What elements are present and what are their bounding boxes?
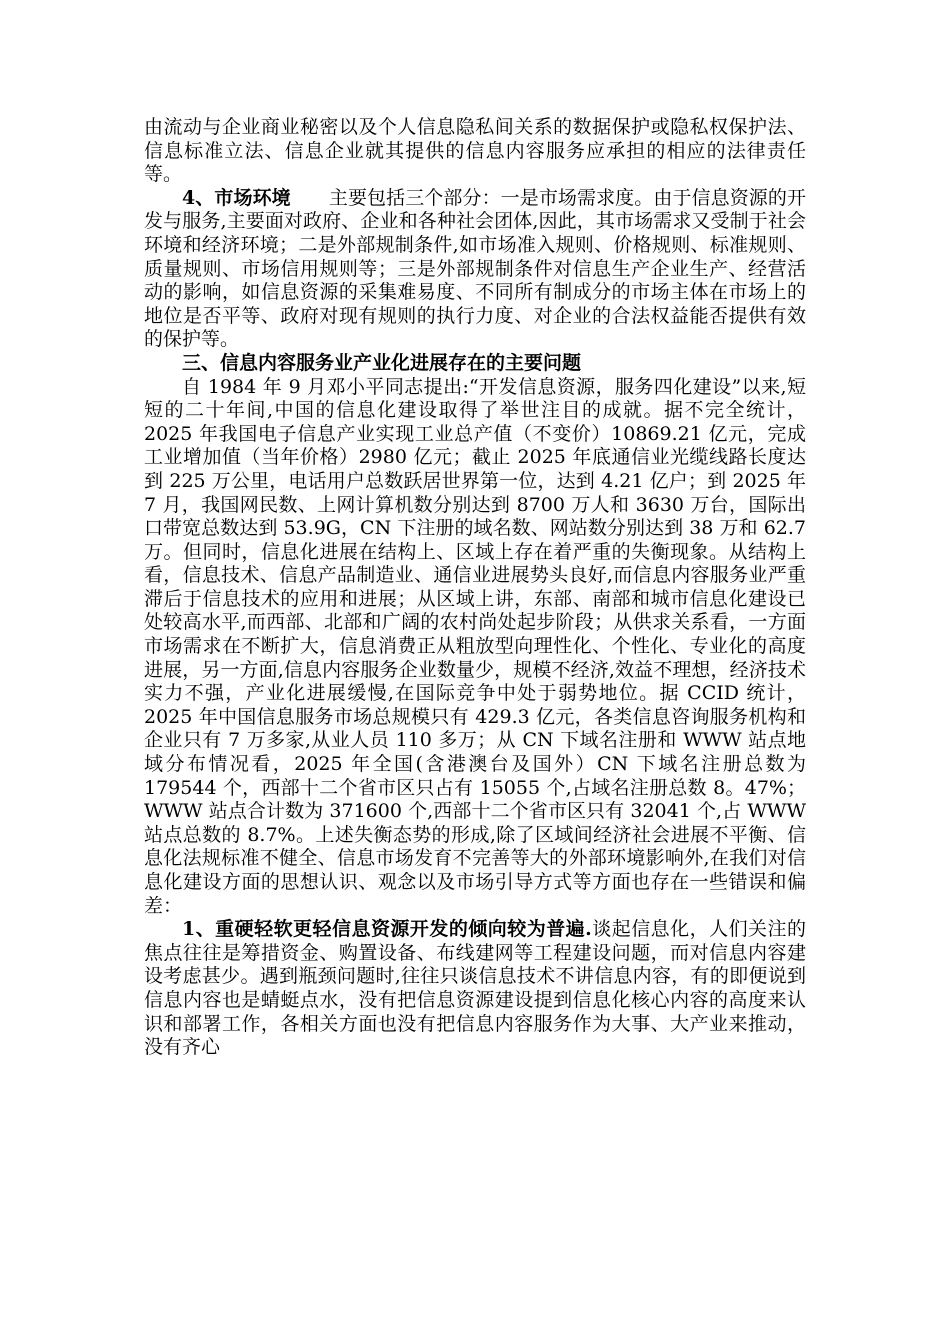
hardware-over-software-body: 谈起信息化，人们关注的焦点往往是筹措资金、购置设备、布线建网等工程建设问题，而对信息内容建设考虑甚少。遇到瓶颈问题时,往往只谈信息技术不讲信息内容，有的即便说到信息内容也是蜻蜓点水，没有把信息资源建设提到信息化核心内容的高度来认识和部署工作，各相关方面也没有把信息内容服务作为大事、大产业来推动，没有齐心 (144, 918, 806, 1059)
paragraph-legal: 由流动与企业商业秘密以及个人信息隐私间关系的数据保护或隐私权保护法、信息标准立法、信息企业就其提供的信息内容服务应承担的相应的法律责任等。 (144, 116, 806, 186)
heading-market-environment: 4、市场环境 (182, 186, 291, 209)
section-heading-problems: 三、信息内容服务业产业化进展存在的主要问题 (182, 351, 582, 374)
paragraph-hardware-over-software (144, 918, 806, 1060)
paragraph-market-environment (144, 187, 806, 352)
heading-hardware-over-software: 1、重硬轻软更轻信息资源开发的倾向较为普遍. (182, 918, 592, 941)
paragraph-development: 自 1984 年 9 月邓小平同志提出:“开发信息资源，服务四化建设”以来,短短的二十年间,中国的信息化建设取得了举世注目的成就。据不完全统计，2025 年我国电子信息产业实现工业总产值（不变价）10869.21 亿元，完成工业增加值（当年价格）2980 亿元；截止 2025 年底通信业光缆线路长度达到 225 万公里，电话用户总数跃居世界第一位，达到 4.21 亿户；到 2025 年 7 月，我国网民数、上网计算机数分别达到 8700 万人和 3630 万台，国际出口带宽总数达到 53.9G，CN 下注册的域名数、网站数分别达到 38 万和 62.7 万。但同时，信息化进展在结构上、区域上存在着严重的失衡现象。从结构上看，信息技术、信息产品制造业、通信业进展势头良好,而信息内容服务业严重滞后于信息技术的应用和进展；从区域上讲，东部、南部和城市信息化建设已处较高水平,而西部、北部和广阔的农村尚处起步阶段；从供求关系看，一方面市场需求在不断扩大，信息消费正从粗放型向理性化、个性化、专业化的高度进展，另一方面,信息内容服务企业数量少，规模不经济,效益不理想，经济技术实力不强，产业化进展缓慢,在国际竞争中处于弱势地位。据 CCID 统计，2025 年中国信息服务市场总规模只有 429.3 亿元，各类信息咨询服务机构和企业只有 7 万多家,从业人员 110 多万；从 CN 下域名注册和 WWW 站点地域分布情况看，2025 年全国(含港澳台及国外）CN 下域名注册总数为 179544 个，西部十二个省市区只占有 15055 个,占域名注册总数 8。47%；WWW 站点合计数为 371600 个,西部十二个省市区只有 32041 个,占 WWW 站点总数的 8.7%。上述失衡态势的形成,除了区域间经济社会进展不平衡、信息化法规标准不健全、信息市场发育不完善等大的外部环境影响外,在我们对信息化建设方面的思想认识、观念以及市场引导方式等方面也存在一些错误和偏差： (144, 375, 806, 917)
document-page (144, 116, 806, 1060)
market-environment-body: 主要包括三个部分：一是市场需求度。由于信息资源的开发与服务,主要面对政府、企业和各种社会团体,因此，其市场需求又受制于社会环境和经济环境；二是外部规制条件,如市场准入规则、价格规则、标准规则、质量规则、市场信用规则等；三是外部规制条件对信息生产企业生产、经营活动的影响，如信息资源的采集难易度、不同所有制成分的市场主体在市场上的地位是否平等、政府对现有规则的执行力度、对企业的合法权益能否提供有效的保护等。 (144, 186, 806, 351)
